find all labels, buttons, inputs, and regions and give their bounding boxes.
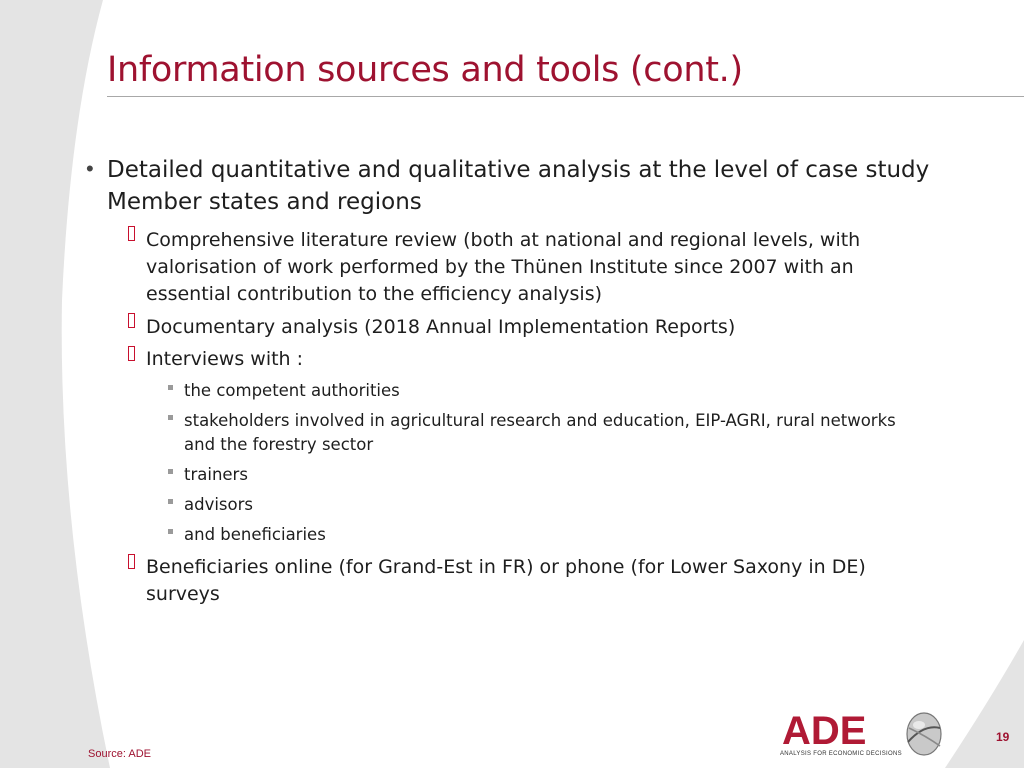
main-bullet-line1: Detailed quantitative and qualitative analysis at the level of case study [107, 157, 930, 183]
interview-item-2-line1: stakeholders involved in agricultural research and education, EIP-AGRI, rural networks [184, 411, 896, 430]
square-bullet-icon [168, 415, 173, 420]
sub-bullet-1-line3: essential contribution to the efficiency analysis) [146, 283, 603, 305]
logo-name: ADE [782, 709, 867, 753]
interview-item-5: and beneficiaries [184, 525, 326, 544]
source-note: Source: ADE [88, 748, 151, 760]
sub-bullet-icon [128, 313, 135, 328]
interview-item-1: the competent authorities [184, 381, 400, 400]
square-bullet-icon [168, 469, 173, 474]
interview-item-2-line2: and the forestry sector [184, 435, 374, 454]
title-divider [107, 96, 1024, 97]
interview-item-3: trainers [184, 465, 248, 484]
slide-title: Information sources and tools (cont.) [107, 50, 743, 90]
logo-tagline: ANALYSIS FOR ECONOMIC DECISIONS [780, 751, 902, 757]
sub-bullet-1-line2: valorisation of work performed by the Thünen Institute since 2007 with an [146, 256, 854, 278]
bullet-dot-icon: • [86, 156, 94, 181]
square-bullet-icon [168, 529, 173, 534]
sub-bullet-icon [128, 226, 135, 241]
sub-bullet-2: Documentary analysis (2018 Annual Implementation Reports) [146, 316, 736, 338]
sub-bullet-4-line2: surveys [146, 583, 220, 605]
interview-item-4: advisors [184, 495, 254, 514]
page-number: 19 [996, 730, 1010, 744]
sub-bullet-1-line1: Comprehensive literature review (both at national and regional levels, with [146, 229, 861, 251]
square-bullet-icon [168, 385, 173, 390]
globe-icon [907, 713, 941, 755]
main-bullet-line2: Member states and regions [107, 189, 422, 215]
sub-bullet-4-line1: Beneficiaries online (for Grand-Est in FR) or phone (for Lower Saxony in DE) [146, 556, 866, 578]
sub-bullet-icon [128, 554, 135, 569]
square-bullet-icon [168, 499, 173, 504]
sub-bullet-3: Interviews with : [146, 348, 304, 370]
ade-logo [778, 706, 946, 760]
sub-bullet-icon [128, 346, 135, 361]
